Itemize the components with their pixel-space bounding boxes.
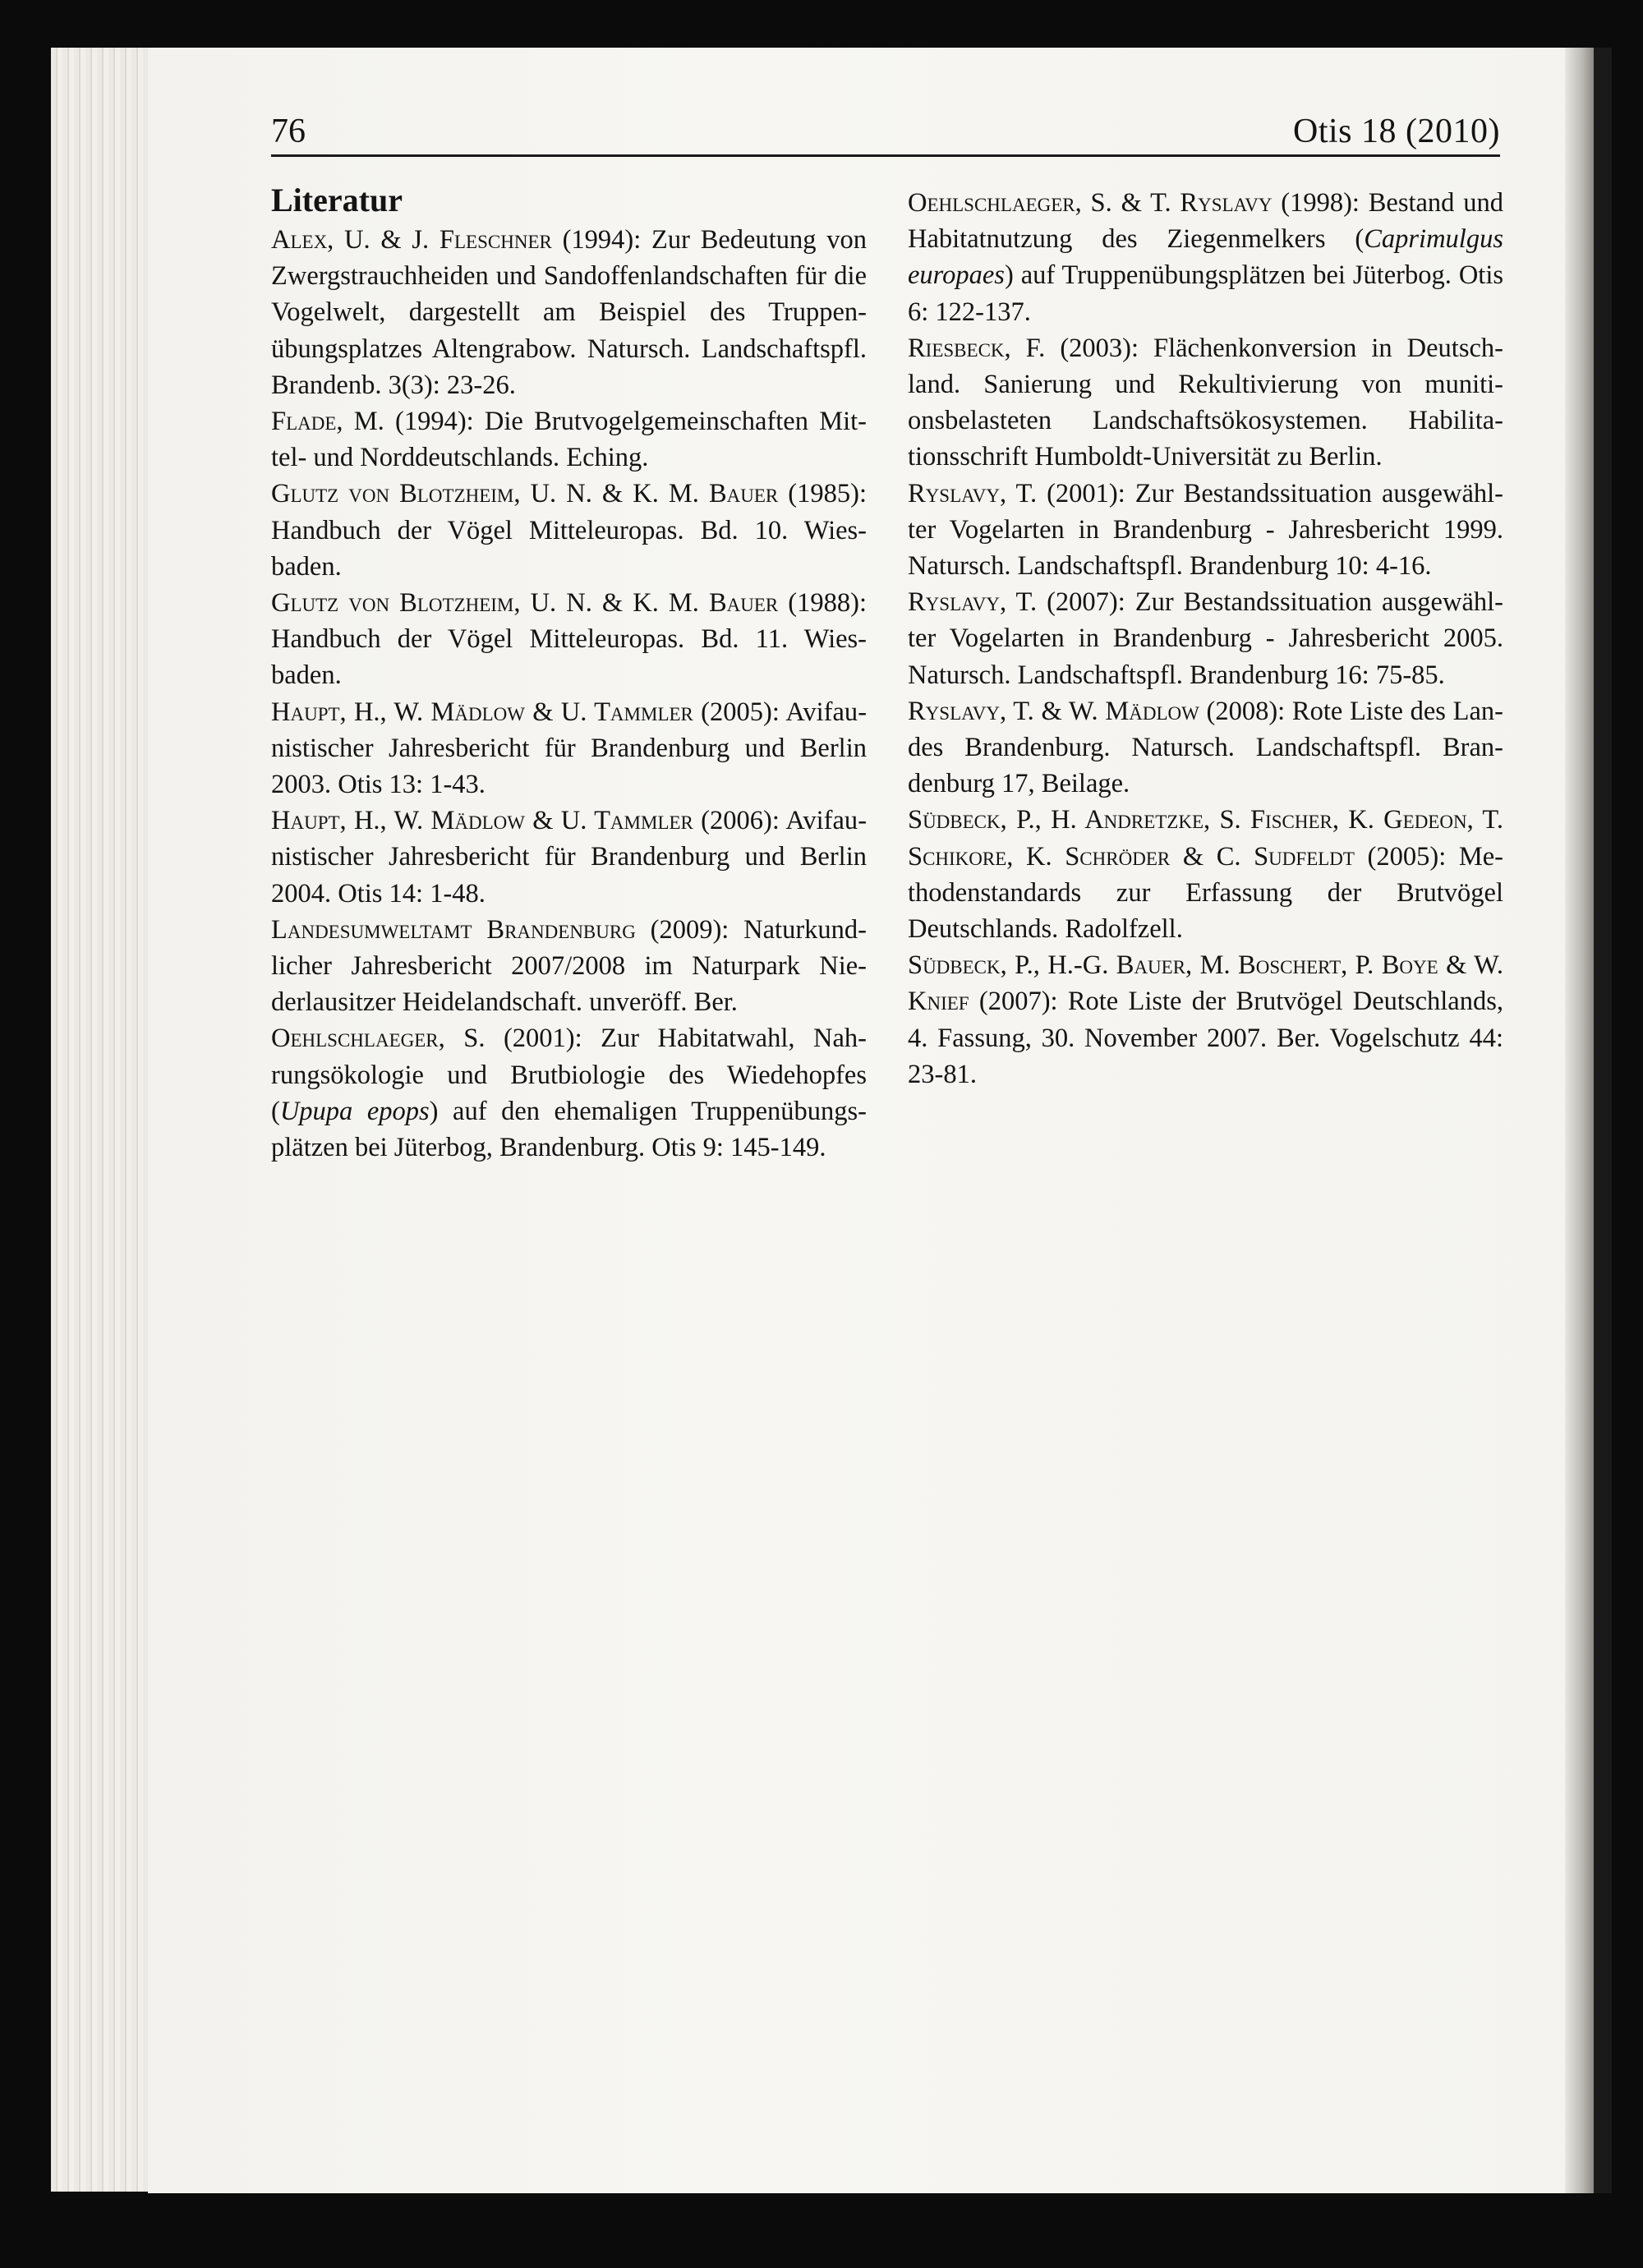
reference-authors: Ryslavy, T. & W. Mädlow xyxy=(908,696,1199,726)
reference-text: (1985): Handbuch der Vögel Mitteleuropas. Bd. 10. Wiesbaden. xyxy=(271,479,867,582)
reference-entry xyxy=(908,693,1503,803)
reference-entry xyxy=(271,476,867,585)
reference-entry xyxy=(908,584,1503,693)
reference-authors: Haupt, H., W. Mädlow & U. Tammler xyxy=(271,806,693,836)
reference-text: (2003): Flächenkonversion in Deutschland. Sanierung und Rekultivierung von munitionsbelasteten Landschaftsökosystemen. Habilitationsschrift Humboldt-Universität zu Berlin. xyxy=(908,333,1503,472)
reference-authors: Landesumweltamt Brandenburg xyxy=(271,914,636,945)
reference-authors: Alex, U. & J. Fleschner xyxy=(271,225,552,255)
references-column-left xyxy=(271,222,867,1166)
reference-entry xyxy=(908,476,1503,585)
reference-text: (2009): Naturkundlicher Jahresbericht 2007/2008 im Naturpark Niederlausitzer Heidelandschaft. unveröff. Ber. xyxy=(271,914,867,1018)
reference-entry xyxy=(908,330,1503,476)
reference-text: (1994): Die Brutvogelgemeinschaften Mittel- und Norddeutschlands. Eching. xyxy=(271,407,867,473)
reference-entry xyxy=(271,1020,867,1166)
reference-authors: Haupt, H., W. Mädlow & U. Tammler xyxy=(271,697,693,727)
reference-text: ) auf den ehemaligen Truppenübungsplätzen bei Jüterbog, Brandenburg. Otis 9: 145-149. xyxy=(271,1096,867,1163)
reference-entry xyxy=(271,803,867,912)
reference-text: (2005): Methodenstandards zur Erfassung der Brutvögel Deutschlands. Radolfzell. xyxy=(908,841,1503,945)
reference-text: (1994): Zur Bedeutung von Zwergstrauchheiden und Sandoffenlandschaften für die Vogelwelt, dargestellt am Beispiel des Truppenübungsplatzes Altengrabow. Natursch. Landschaftspfl. Brandenb. 3(3): 23-26. xyxy=(271,225,867,400)
reference-entry xyxy=(271,222,867,403)
running-header xyxy=(271,105,1500,156)
header-rule xyxy=(271,154,1500,157)
reference-text: (2001): Zur Habitatwahl, Nahrungsökologie und Brutbiologie des Wiedehopfes ( xyxy=(271,1024,867,1126)
reference-text: ) auf Truppenübungsplätzen bei Jüterbog. Otis 6: 122-137. xyxy=(908,260,1503,327)
reference-authors: Ryslavy, T. xyxy=(908,587,1038,618)
species-name: Caprimulgus europaes xyxy=(908,224,1503,291)
reference-entry xyxy=(271,585,867,694)
reference-authors: Südbeck, P., H.-G. Bauer, M. Boschert, P. Boye & W. Knief xyxy=(908,950,1503,1017)
page-number: 76 xyxy=(271,113,306,150)
reference-authors: Flade, M. xyxy=(271,407,384,437)
reference-text: (2001): Zur Bestandssituation ausgewählter Vogelarten in Brandenburg - Jahresbericht 1999. Natursch. Landschaftspfl. Brandenburg 10: 4-16. xyxy=(908,478,1503,582)
section-title: Literatur xyxy=(271,182,403,219)
reference-authors: Oehlschlaeger, S. & T. Ryslavy xyxy=(908,188,1273,218)
page-stack-edge xyxy=(51,48,148,2192)
reference-text: (1988): Handbuch der Vögel Mitteleuropas. Bd. 11. Wiesbaden. xyxy=(271,588,867,691)
reference-authors: Riesbeck, F. xyxy=(908,333,1046,363)
reference-authors: Südbeck, P., H. Andretzke, S. Fischer, K. Gedeon, T. Schikore, K. Schröder & C. Sudfeldt xyxy=(908,805,1503,872)
scan-border xyxy=(1594,48,1612,2193)
reference-authors: Ryslavy, T. xyxy=(908,478,1038,508)
reference-entry xyxy=(908,802,1503,947)
reference-text: (2008): Rote Liste des Landes Brandenburg. Natursch. Landschaftspfl. Brandenburg 17, Beilage. xyxy=(908,696,1503,799)
reference-text: (2007): Rote Liste der Brutvögel Deutschlands, 4. Fassung, 30. November 2007. Ber. Vogelschutz 44: 23-81. xyxy=(908,987,1503,1089)
page-binding-shadow xyxy=(1565,48,1594,2193)
reference-text: (2005): Avifaunistischer Jahresbericht für Brandenburg und Berlin 2003. Otis 13: 1-43. xyxy=(271,697,868,800)
references-column-right xyxy=(908,185,1503,1093)
reference-text: (1998): Bestand und Habitatnutzung des Ziegenmelkers ( xyxy=(908,188,1503,255)
reference-entry xyxy=(271,912,867,1021)
reference-authors: Glutz von Blotzheim, U. N. & K. M. Bauer xyxy=(271,588,779,619)
reference-entry xyxy=(908,185,1503,330)
reference-entry xyxy=(271,694,867,803)
reference-authors: Oehlschlaeger, S. xyxy=(271,1024,486,1054)
species-name: Upupa epops xyxy=(279,1096,430,1126)
reference-text: (2006): Avifaunistischer Jahresbericht für Brandenburg und Berlin 2004. Otis 14: 1-48. xyxy=(271,806,868,909)
reference-text: (2007): Zur Bestandssituation ausgewählter Vogelarten in Brandenburg - Jahresbericht 2005. Natursch. Landschaftspfl. Brandenburg 16: 75-85. xyxy=(908,587,1503,690)
journal-reference: Otis 18 (2010) xyxy=(1293,113,1500,150)
reference-entry xyxy=(908,947,1503,1093)
reference-entry xyxy=(271,403,867,476)
reference-authors: Glutz von Blotzheim, U. N. & K. M. Bauer xyxy=(271,479,779,509)
